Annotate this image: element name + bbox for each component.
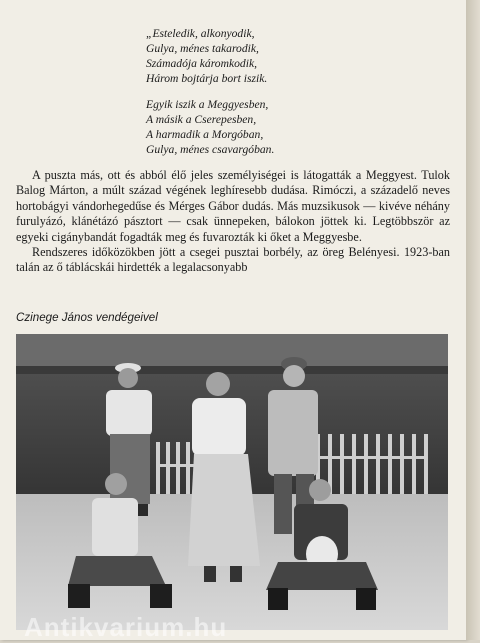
poem-stanza-2 — [146, 97, 446, 157]
poem-line: Három bojtárja bort iszik. — [146, 72, 268, 85]
paragraph: A puszta más, ott és abból élő jeles személyiségei is látogatták a Meggyest. Tulok Balog Márton, a múlt század végének leghíresebb dudása. Rimóczi, a századelő neves hortobágyi vándorhegedűse és Mérges Gábor dudás. Más muzsikusok — kivéve néhány furulyázó, klánétázó pásztort — csak ünnepeken, bálokon jöttek ki. Legtöbbször az egyeki cigánybandát fogadták meg és fuvarozták ki őket a Meggyesbe. — [16, 168, 450, 244]
poem-stanza-1 — [146, 26, 446, 86]
poem-line: Egyik iszik a Meggyesben, — [146, 98, 269, 111]
paragraph: Rendszeres időközökben jött a csegei pusztai borbély, az öreg Belényesi. 1923-ban talán az ő táblácskái hirdették a legalacsonyabb — [16, 245, 450, 275]
poem-line: A harmadik a Morgóban, — [146, 128, 264, 141]
group-photograph — [16, 334, 448, 630]
body-text — [16, 168, 450, 276]
adjacent-page-edge — [466, 0, 480, 640]
photo-caption: Czinege János vendégeivel — [16, 311, 158, 324]
watermark-logo: Antikvarium.hu — [24, 612, 228, 642]
poem-line: Gulya, ménes takarodik, — [146, 42, 259, 55]
poem-line: „Esteledik, alkonyodik, — [146, 27, 255, 40]
poem-line: Számadója káromkodik, — [146, 57, 257, 70]
poem-line: A másik a Cserepesben, — [146, 113, 257, 126]
poem — [146, 26, 446, 168]
photo-illustration — [16, 334, 448, 630]
poem-line: Gulya, ménes csavargóban. — [146, 143, 275, 156]
